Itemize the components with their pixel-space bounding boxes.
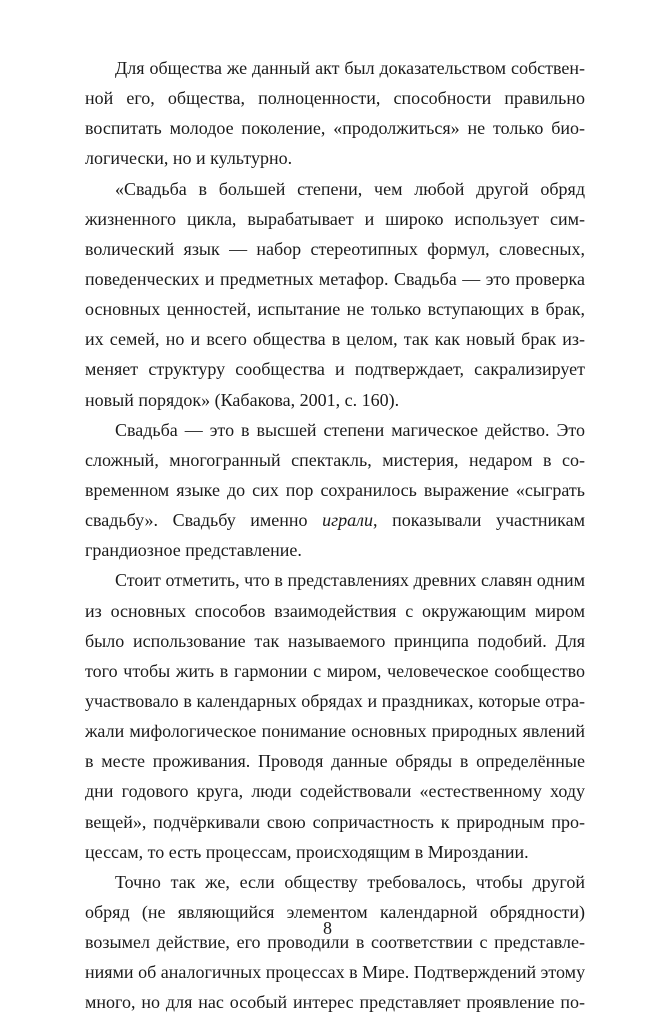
text-line: было использование так называемого принципа подобий. Для <box>85 630 585 651</box>
text-line: ниями об аналогичных процессах в Мире. Подтверждений этому <box>85 962 585 983</box>
text-line: много, но для нас особый интерес представляет проявление по- <box>85 992 585 1013</box>
text-line: Свадьба — это в высшей степени магическое действо. Это <box>115 419 585 440</box>
text-line: воспитать молодое поколение, «продолжиться» не только био- <box>85 118 585 139</box>
text-line: дни годового круга, люди содействовали «естественному ходу <box>85 781 585 802</box>
page-number: 8 <box>323 918 332 938</box>
italic-word: играли <box>322 510 374 531</box>
text-line-with-italic <box>85 505 585 535</box>
text-line: участвовало в календарных обрядах и праздниках, которые отра- <box>85 690 585 711</box>
text-line: поведенческих и предметных метафор. Свадьба — это проверка <box>85 268 585 289</box>
text-line: их семей, но и всего общества в целом, так как новый брак из- <box>85 329 585 350</box>
text-segment: , показывали участникам <box>373 510 585 531</box>
text-line: жали мифологическое понимание основных природных явлений <box>85 721 585 742</box>
text-line: грандиозное представление. <box>85 540 302 561</box>
body-text <box>85 53 585 1018</box>
text-line: Точно так же, если обществу требовалось, чтобы другой <box>115 871 585 892</box>
text-line: вещей», подчёркивали свою сопричастность к природным про- <box>85 811 585 832</box>
text-line: волический язык — набор стереотипных формул, словесных, <box>85 238 585 259</box>
text-line: возымел действие, его проводили в соответствии с представле- <box>85 932 585 953</box>
text-line: жизненного цикла, вырабатывает и широко использует сим- <box>85 208 585 229</box>
text-line: ной его, общества, полноценности, способности правильно <box>85 88 585 109</box>
text-line: цессам, то есть процессам, происходящим в Мироздании. <box>85 841 529 862</box>
text-segment: свадьбу». Свадьбу именно <box>85 510 323 531</box>
text-line: в месте проживания. Проводя данные обряды в определённые <box>85 751 585 772</box>
text-line: из основных способов взаимодействия с окружающим миром <box>85 600 585 621</box>
text-line: Стоит отметить, что в представлениях древних славян одним <box>115 570 585 591</box>
text-line: основных ценностей, испытание не только вступающих в брак, <box>85 299 585 320</box>
text-line: того чтобы жить в гармонии с миром, человеческое сообщество <box>85 660 585 681</box>
text-line: Для общества же данный акт был доказательством собствен- <box>115 58 585 78</box>
text-line: логически, но и культурно. <box>85 148 293 169</box>
text-line: сложный, многогранный спектакль, мистерия, недаром в со- <box>85 449 585 470</box>
text-line: новый порядок» (Кабакова, 2001, с. 160). <box>85 389 400 410</box>
text-line: «Свадьба в большей степени, чем любой другой обряд <box>115 178 585 199</box>
text-line: меняет структуру сообщества и подтверждает, сакрализирует <box>85 359 585 380</box>
text-line: обряд (не являющийся элементом календарной обрядности) <box>85 901 585 922</box>
text-line: временном языке до сих пор сохранилось выражение «сыграть <box>85 479 585 500</box>
